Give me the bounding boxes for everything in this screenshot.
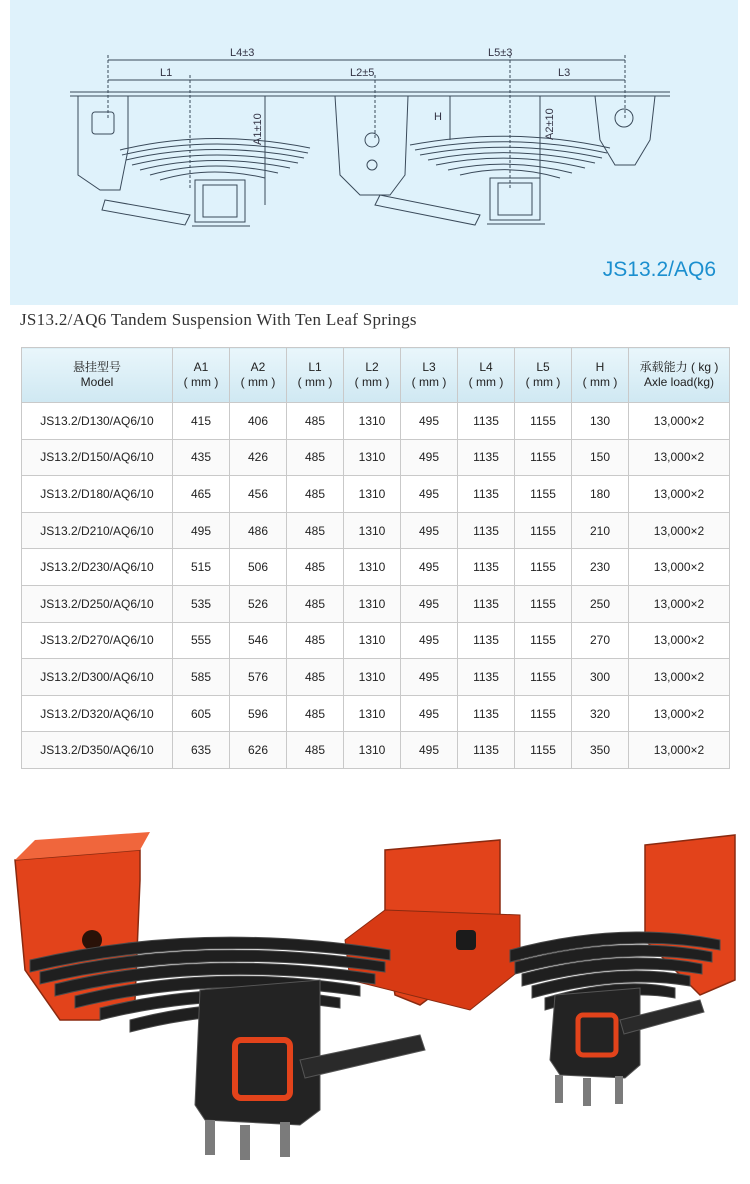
cell-l3: 495 <box>401 659 458 696</box>
header-a1: A1 ( mm ) <box>173 348 230 403</box>
cell-a1: 555 <box>173 622 230 659</box>
cell-model: JS13.2/D150/AQ6/10 <box>22 439 173 476</box>
cell-l1: 485 <box>287 659 344 696</box>
cell-a2: 406 <box>230 403 287 440</box>
cell-axle-load: 13,000×2 <box>629 476 730 513</box>
cell-l3: 495 <box>401 403 458 440</box>
cell-l4: 1135 <box>458 403 515 440</box>
cell-h: 300 <box>572 659 629 696</box>
cell-model: JS13.2/D320/AQ6/10 <box>22 695 173 732</box>
header-axle-load: 承载能力 ( kg ) Axle load(kg) <box>629 348 730 403</box>
cell-a2: 576 <box>230 659 287 696</box>
technical-drawing <box>10 0 738 305</box>
cell-l2: 1310 <box>344 476 401 513</box>
cell-h: 320 <box>572 695 629 732</box>
cell-axle-load: 13,000×2 <box>629 585 730 622</box>
table-header-row <box>22 348 730 403</box>
cell-a2: 486 <box>230 512 287 549</box>
dim-a1: A1±10 <box>252 113 264 145</box>
cell-l4: 1135 <box>458 732 515 769</box>
header-l3: L3 ( mm ) <box>401 348 458 403</box>
cell-a1: 435 <box>173 439 230 476</box>
product-caption: JS13.2/AQ6 Tandem Suspension With Ten Leaf Springs <box>20 310 417 329</box>
spec-table <box>21 347 730 769</box>
table-row <box>22 476 730 513</box>
cell-h: 230 <box>572 549 629 586</box>
cell-l2: 1310 <box>344 732 401 769</box>
header-l1: L1 ( mm ) <box>287 348 344 403</box>
dim-l4: L4±3 <box>230 47 255 59</box>
table-row <box>22 512 730 549</box>
cell-model: JS13.2/D180/AQ6/10 <box>22 476 173 513</box>
cell-h: 150 <box>572 439 629 476</box>
header-model: 悬挂型号 Model <box>22 348 173 403</box>
cell-l5: 1155 <box>515 695 572 732</box>
table-row <box>22 403 730 440</box>
cell-a2: 506 <box>230 549 287 586</box>
cell-l5: 1155 <box>515 622 572 659</box>
cell-l5: 1155 <box>515 476 572 513</box>
cell-a1: 605 <box>173 695 230 732</box>
cell-l3: 495 <box>401 439 458 476</box>
cell-axle-load: 13,000×2 <box>629 659 730 696</box>
cell-h: 210 <box>572 512 629 549</box>
header-l4: L4 ( mm ) <box>458 348 515 403</box>
cell-model: JS13.2/D250/AQ6/10 <box>22 585 173 622</box>
header-h: H ( mm ) <box>572 348 629 403</box>
cell-l5: 1155 <box>515 659 572 696</box>
cell-l5: 1155 <box>515 439 572 476</box>
cell-axle-load: 13,000×2 <box>629 732 730 769</box>
middle-equalizer-bracket <box>345 840 520 1010</box>
table-row <box>22 659 730 696</box>
cell-l4: 1135 <box>458 585 515 622</box>
header-l2: L2 ( mm ) <box>344 348 401 403</box>
cell-l4: 1135 <box>458 659 515 696</box>
cell-l1: 485 <box>287 439 344 476</box>
cell-model: JS13.2/D210/AQ6/10 <box>22 512 173 549</box>
cell-axle-load: 13,000×2 <box>629 622 730 659</box>
cell-l4: 1135 <box>458 439 515 476</box>
table-row <box>22 695 730 732</box>
cell-a1: 515 <box>173 549 230 586</box>
table-row <box>22 439 730 476</box>
dim-h: H <box>434 111 442 123</box>
cell-l4: 1135 <box>458 512 515 549</box>
cell-l3: 495 <box>401 476 458 513</box>
cell-a2: 626 <box>230 732 287 769</box>
cell-l1: 485 <box>287 695 344 732</box>
dim-l3: L3 <box>558 67 571 79</box>
cell-l2: 1310 <box>344 439 401 476</box>
cell-l5: 1155 <box>515 585 572 622</box>
cell-axle-load: 13,000×2 <box>629 439 730 476</box>
cell-a1: 495 <box>173 512 230 549</box>
cell-model: JS13.2/D270/AQ6/10 <box>22 622 173 659</box>
cell-l5: 1155 <box>515 512 572 549</box>
cell-l1: 485 <box>287 476 344 513</box>
dim-l1: L1 <box>160 67 173 79</box>
cell-h: 270 <box>572 622 629 659</box>
cell-model: JS13.2/D230/AQ6/10 <box>22 549 173 586</box>
suspension-photo <box>0 820 750 1184</box>
cell-a2: 456 <box>230 476 287 513</box>
table-row <box>22 732 730 769</box>
cell-axle-load: 13,000×2 <box>629 549 730 586</box>
cell-l3: 495 <box>401 622 458 659</box>
cell-l4: 1135 <box>458 476 515 513</box>
cell-a1: 465 <box>173 476 230 513</box>
cell-l5: 1155 <box>515 549 572 586</box>
cell-l5: 1155 <box>515 732 572 769</box>
cell-l5: 1155 <box>515 403 572 440</box>
table-body <box>22 403 730 769</box>
table-row <box>22 549 730 586</box>
cell-l2: 1310 <box>344 622 401 659</box>
cell-h: 180 <box>572 476 629 513</box>
cell-l2: 1310 <box>344 585 401 622</box>
cell-a1: 585 <box>173 659 230 696</box>
cell-l2: 1310 <box>344 512 401 549</box>
cell-l1: 485 <box>287 585 344 622</box>
table-row <box>22 622 730 659</box>
header-l5: L5 ( mm ) <box>515 348 572 403</box>
cell-l3: 495 <box>401 585 458 622</box>
cell-a2: 546 <box>230 622 287 659</box>
dim-a2: A2±10 <box>544 108 556 140</box>
drawing-model-label: JS13.2/AQ6 <box>602 258 716 281</box>
cell-axle-load: 13,000×2 <box>629 695 730 732</box>
cell-a1: 635 <box>173 732 230 769</box>
cell-axle-load: 13,000×2 <box>629 512 730 549</box>
cell-l2: 1310 <box>344 695 401 732</box>
cell-l2: 1310 <box>344 659 401 696</box>
cell-model: JS13.2/D350/AQ6/10 <box>22 732 173 769</box>
cell-l1: 485 <box>287 403 344 440</box>
rear-axle-seat <box>550 988 640 1106</box>
cell-l1: 485 <box>287 622 344 659</box>
cell-h: 130 <box>572 403 629 440</box>
header-a2: A2 ( mm ) <box>230 348 287 403</box>
cell-l4: 1135 <box>458 549 515 586</box>
front-axle-seat <box>195 980 320 1160</box>
cell-l3: 495 <box>401 512 458 549</box>
cell-l1: 485 <box>287 732 344 769</box>
cell-l1: 485 <box>287 512 344 549</box>
cell-a2: 426 <box>230 439 287 476</box>
cell-l2: 1310 <box>344 403 401 440</box>
cell-a2: 526 <box>230 585 287 622</box>
cell-model: JS13.2/D300/AQ6/10 <box>22 659 173 696</box>
dim-l5: L5±3 <box>488 47 513 59</box>
cell-a1: 415 <box>173 403 230 440</box>
cell-model: JS13.2/D130/AQ6/10 <box>22 403 173 440</box>
cell-a1: 535 <box>173 585 230 622</box>
cell-axle-load: 13,000×2 <box>629 403 730 440</box>
table-row <box>22 585 730 622</box>
cell-h: 350 <box>572 732 629 769</box>
cell-a2: 596 <box>230 695 287 732</box>
cell-l4: 1135 <box>458 695 515 732</box>
cell-l4: 1135 <box>458 622 515 659</box>
dim-l2: L2±5 <box>350 67 375 79</box>
cell-l2: 1310 <box>344 549 401 586</box>
cell-l3: 495 <box>401 695 458 732</box>
cell-l3: 495 <box>401 732 458 769</box>
cell-h: 250 <box>572 585 629 622</box>
cell-l3: 495 <box>401 549 458 586</box>
cell-l1: 485 <box>287 549 344 586</box>
